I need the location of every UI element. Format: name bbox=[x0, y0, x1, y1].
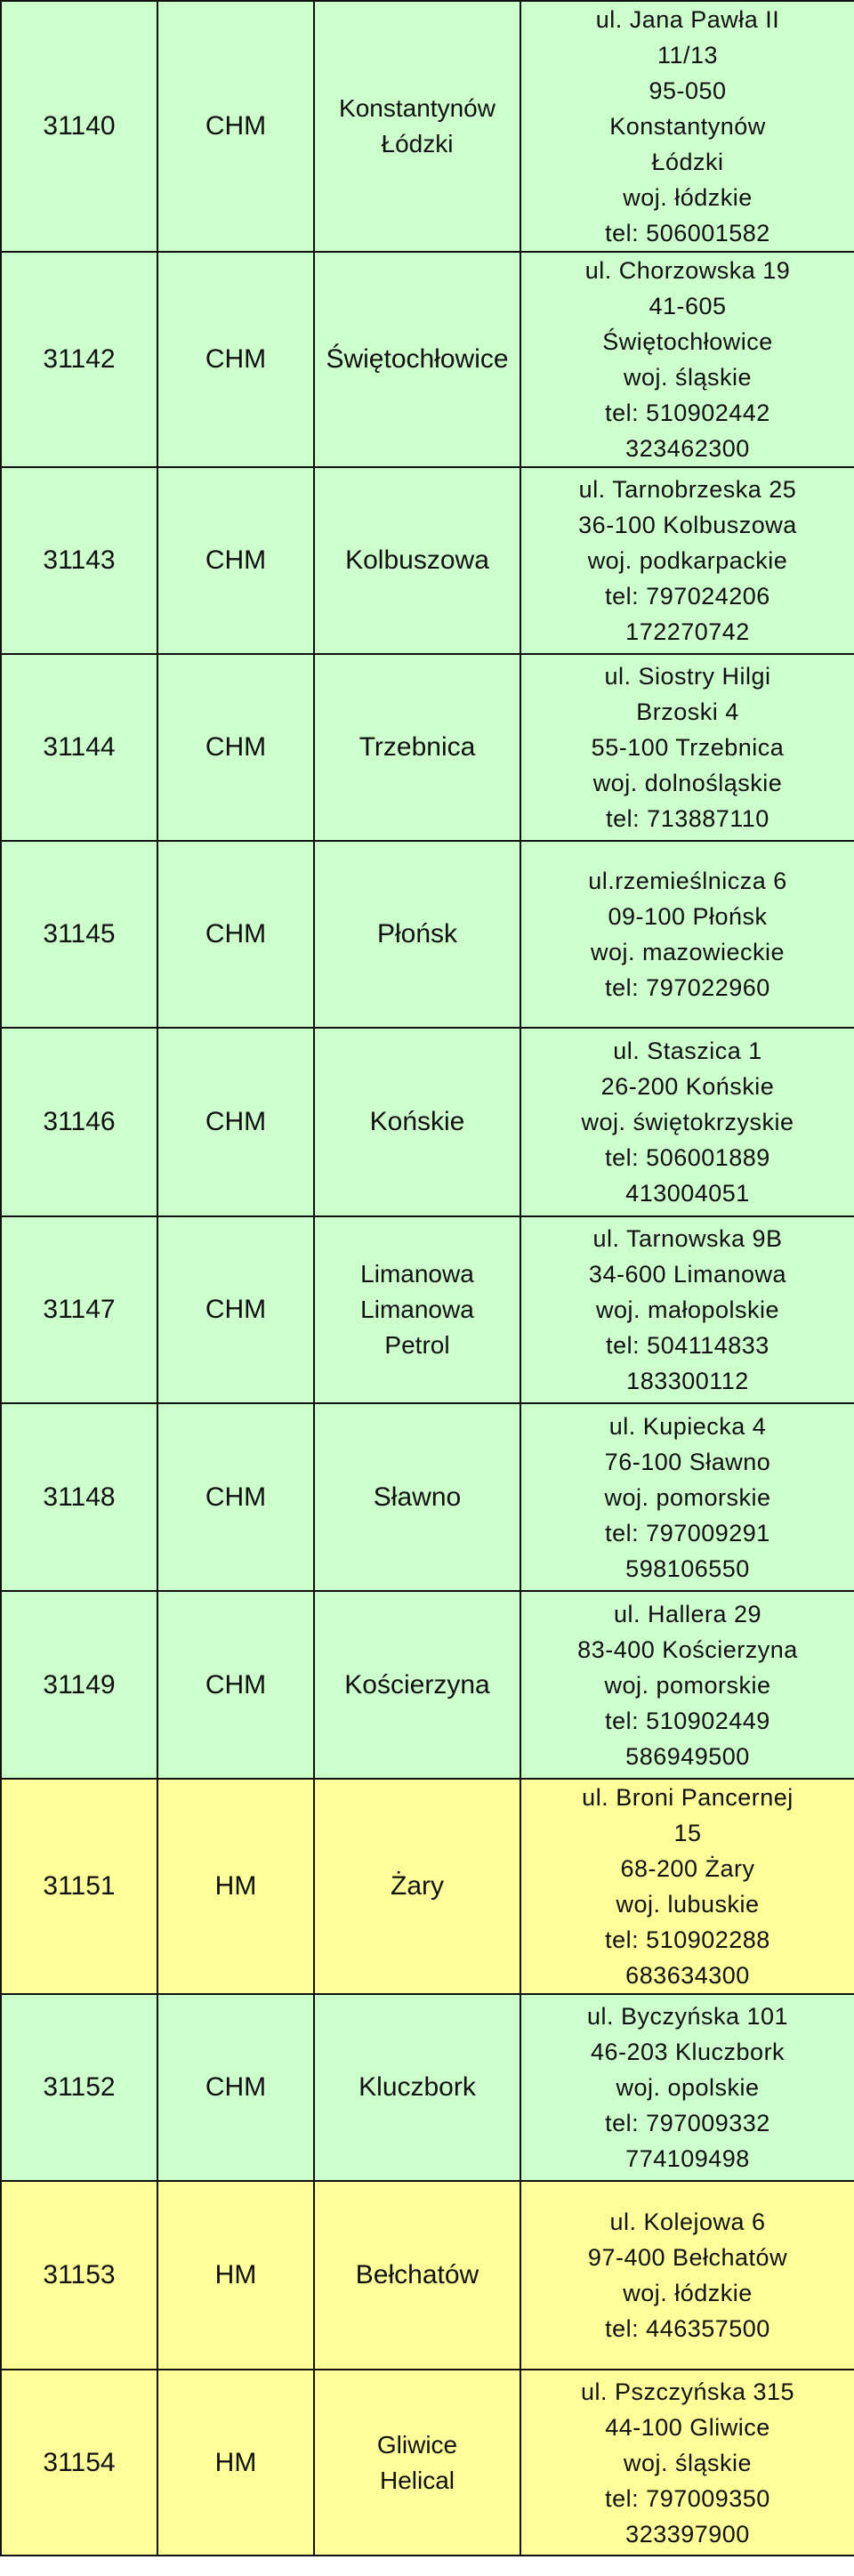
address-line: ul.rzemieślnicza 6 bbox=[588, 868, 787, 894]
address-line: 36-100 Kolbuszowa bbox=[578, 512, 797, 538]
address-line: tel: 510902288 bbox=[605, 1926, 770, 1953]
table-row bbox=[1, 1779, 854, 1994]
table-row bbox=[1, 1028, 854, 1216]
city-line: Konstantynów bbox=[339, 94, 495, 122]
store-id-cell: 31152 bbox=[1, 1994, 157, 2181]
address-cell bbox=[520, 252, 854, 467]
store-type-cell: CHM bbox=[157, 841, 314, 1028]
address-line: ul. Pszczyńska 315 bbox=[580, 2378, 795, 2405]
store-id-cell: 31149 bbox=[1, 1591, 157, 1779]
address-line: woj. świętokrzyskie bbox=[581, 1109, 794, 1135]
table-row bbox=[1, 841, 854, 1028]
address-line: Brzoski 4 bbox=[636, 699, 739, 725]
address-line: 598106550 bbox=[625, 1554, 750, 1582]
address-line: Łódzki bbox=[651, 149, 724, 175]
address-cell bbox=[520, 841, 854, 1028]
city-cell bbox=[314, 1994, 520, 2181]
store-id-cell: 31142 bbox=[1, 252, 157, 467]
address-cell bbox=[520, 2370, 854, 2556]
table-row bbox=[1, 1994, 854, 2181]
address-line: 11/13 bbox=[657, 42, 719, 69]
store-id-cell: 31143 bbox=[1, 467, 157, 654]
city-line: Petrol bbox=[384, 1331, 450, 1359]
table-row bbox=[1, 1, 854, 252]
address-line: woj. śląskie bbox=[623, 2449, 753, 2476]
store-type-cell: CHM bbox=[157, 1216, 314, 1403]
address-line: ul. Broni Pancernej bbox=[582, 1784, 794, 1811]
address-line: tel: 797009291 bbox=[605, 1519, 770, 1546]
address-cell bbox=[520, 1028, 854, 1216]
city-line: Sławno bbox=[373, 1482, 462, 1512]
address-cell bbox=[520, 467, 854, 654]
address-line: woj. małopolskie bbox=[595, 1296, 780, 1323]
table-row bbox=[1, 1591, 854, 1779]
address-line: tel: 797022960 bbox=[605, 974, 770, 1001]
address-line: 44-100 Gliwice bbox=[605, 2413, 770, 2441]
address-line: tel: 506001582 bbox=[605, 220, 770, 246]
city-cell bbox=[314, 1028, 520, 1216]
city-line: Trzebnica bbox=[359, 732, 476, 762]
address-cell bbox=[520, 1403, 854, 1591]
address-line: woj. podkarpackie bbox=[587, 547, 788, 574]
city-cell bbox=[314, 2370, 520, 2556]
city-cell bbox=[314, 467, 520, 654]
table-row bbox=[1, 2181, 854, 2370]
address-line: 46-203 Kluczbork bbox=[590, 2039, 786, 2065]
store-id-cell: 31148 bbox=[1, 1403, 157, 1591]
address-line: 586949500 bbox=[625, 1742, 750, 1770]
city-line: Końskie bbox=[369, 1107, 465, 1136]
address-line: woj. pomorskie bbox=[604, 1483, 771, 1511]
address-line: woj. łódzkie bbox=[623, 2280, 753, 2306]
address-line: 323462300 bbox=[625, 435, 750, 462]
city-cell bbox=[314, 1403, 520, 1591]
address-line: 68-200 Żary bbox=[620, 1855, 755, 1882]
address-line: tel: 797009332 bbox=[605, 2110, 770, 2136]
city-cell bbox=[314, 1, 520, 252]
store-id-cell: 31147 bbox=[1, 1216, 157, 1403]
address-line: tel: 446357500 bbox=[605, 2315, 770, 2342]
store-type-cell: CHM bbox=[157, 467, 314, 654]
address-cell bbox=[520, 1779, 854, 1994]
address-line: 26-200 Końskie bbox=[600, 1073, 775, 1100]
address-line: ul. Jana Pawła II bbox=[595, 6, 780, 33]
address-line: woj. dolnośląskie bbox=[592, 770, 783, 796]
city-line: Gliwice bbox=[376, 2430, 458, 2459]
city-cell bbox=[314, 1591, 520, 1779]
address-line: 34-600 Limanowa bbox=[588, 1261, 787, 1288]
address-line: 183300112 bbox=[626, 1368, 749, 1394]
address-line: 09-100 Płońsk bbox=[608, 903, 768, 930]
table-row bbox=[1, 467, 854, 654]
address-cell bbox=[520, 1591, 854, 1779]
address-cell bbox=[520, 2181, 854, 2370]
city-line: Limanowa bbox=[360, 1260, 474, 1288]
address-line: ul. Kupiecka 4 bbox=[608, 1412, 767, 1440]
store-type-cell: CHM bbox=[157, 252, 314, 467]
address-line: 413004051 bbox=[625, 1180, 750, 1207]
address-line: 15 bbox=[673, 1820, 702, 1846]
store-type-cell: CHM bbox=[157, 654, 314, 841]
city-line: Helical bbox=[379, 2466, 455, 2494]
table-row bbox=[1, 252, 854, 467]
address-line: 76-100 Sławno bbox=[604, 1448, 771, 1475]
city-line: Limanowa bbox=[360, 1296, 474, 1323]
store-type-cell: HM bbox=[157, 2181, 314, 2370]
address-line: tel: 510902449 bbox=[605, 1707, 770, 1734]
address-line: Świętochłowice bbox=[602, 328, 773, 355]
address-line: 55-100 Trzebnica bbox=[591, 734, 785, 761]
store-id-cell: 31144 bbox=[1, 654, 157, 841]
store-type-cell: CHM bbox=[157, 1591, 314, 1779]
address-line: 95-050 bbox=[649, 77, 727, 104]
address-line: tel: 504114833 bbox=[606, 1332, 769, 1359]
city-cell bbox=[314, 1779, 520, 1994]
address-line: ul. Chorzowska 19 bbox=[584, 257, 791, 284]
address-line: ul. Siostry Hilgi bbox=[604, 663, 771, 690]
address-line: woj. łódzkie bbox=[623, 184, 753, 211]
address-line: Konstantynów bbox=[609, 113, 766, 140]
city-cell bbox=[314, 252, 520, 467]
table-row bbox=[1, 654, 854, 841]
address-line: ul. Tarnowska 9B bbox=[592, 1225, 783, 1252]
address-line: 774109498 bbox=[625, 2145, 750, 2172]
city-line: Żary bbox=[391, 1871, 444, 1901]
city-cell bbox=[314, 841, 520, 1028]
address-line: ul. Tarnobrzeska 25 bbox=[578, 476, 797, 503]
store-type-cell: CHM bbox=[157, 1994, 314, 2181]
table-row bbox=[1, 1216, 854, 1403]
table-row bbox=[1, 1403, 854, 1591]
address-line: tel: 797009350 bbox=[605, 2484, 770, 2512]
address-line: 83-400 Kościerzyna bbox=[577, 1635, 798, 1663]
city-line: Kościerzyna bbox=[344, 1669, 490, 1700]
city-line: Kluczbork bbox=[359, 2072, 476, 2102]
address-line: 97-400 Bełchatów bbox=[587, 2244, 788, 2271]
address-line: 323397900 bbox=[625, 2520, 750, 2548]
address-line: ul. Staszica 1 bbox=[613, 1038, 762, 1064]
address-line: 683634300 bbox=[625, 1962, 750, 1989]
address-line: 41-605 bbox=[649, 293, 727, 319]
store-type-cell: CHM bbox=[157, 1028, 314, 1216]
table-row bbox=[1, 2370, 854, 2556]
city-cell bbox=[314, 654, 520, 841]
address-line: tel: 510902442 bbox=[605, 400, 770, 426]
store-type-cell: HM bbox=[157, 2370, 314, 2556]
city-line: Świętochłowice bbox=[326, 344, 509, 374]
address-cell bbox=[520, 1994, 854, 2181]
city-line: Kolbuszowa bbox=[345, 545, 489, 575]
store-id-cell: 31146 bbox=[1, 1028, 157, 1216]
address-line: tel: 713887110 bbox=[606, 805, 769, 832]
address-line: woj. opolskie bbox=[616, 2074, 760, 2101]
address-line: woj. śląskie bbox=[623, 364, 753, 391]
city-line: Bełchatów bbox=[355, 2260, 479, 2289]
city-cell bbox=[314, 2181, 520, 2370]
address-line: woj. lubuskie bbox=[616, 1891, 760, 1918]
address-line: tel: 506001889 bbox=[605, 1144, 770, 1171]
address-cell bbox=[520, 1, 854, 252]
store-id-cell: 31154 bbox=[1, 2370, 157, 2556]
store-table-body bbox=[1, 1, 854, 2556]
address-line: ul. Byczyńska 101 bbox=[586, 2003, 789, 2030]
store-id-cell: 31151 bbox=[1, 1779, 157, 1994]
address-line: 172270742 bbox=[625, 618, 750, 645]
city-cell bbox=[314, 1216, 520, 1403]
address-cell bbox=[520, 1216, 854, 1403]
address-line: ul. Hallera 29 bbox=[613, 1600, 762, 1627]
city-line: Łódzki bbox=[381, 130, 454, 157]
store-type-cell: CHM bbox=[157, 1403, 314, 1591]
address-cell bbox=[520, 654, 854, 841]
address-line: woj. mazowieckie bbox=[590, 939, 786, 965]
store-type-cell: HM bbox=[157, 1779, 314, 1994]
address-line: tel: 797024206 bbox=[605, 583, 770, 610]
store-id-cell: 31145 bbox=[1, 841, 157, 1028]
store-id-cell: 31153 bbox=[1, 2181, 157, 2370]
address-line: ul. Kolejowa 6 bbox=[609, 2209, 766, 2235]
store-type-cell: CHM bbox=[157, 1, 314, 252]
address-line: woj. pomorskie bbox=[604, 1671, 771, 1699]
store-id-cell: 31140 bbox=[1, 1, 157, 252]
city-line: Płońsk bbox=[376, 919, 458, 949]
